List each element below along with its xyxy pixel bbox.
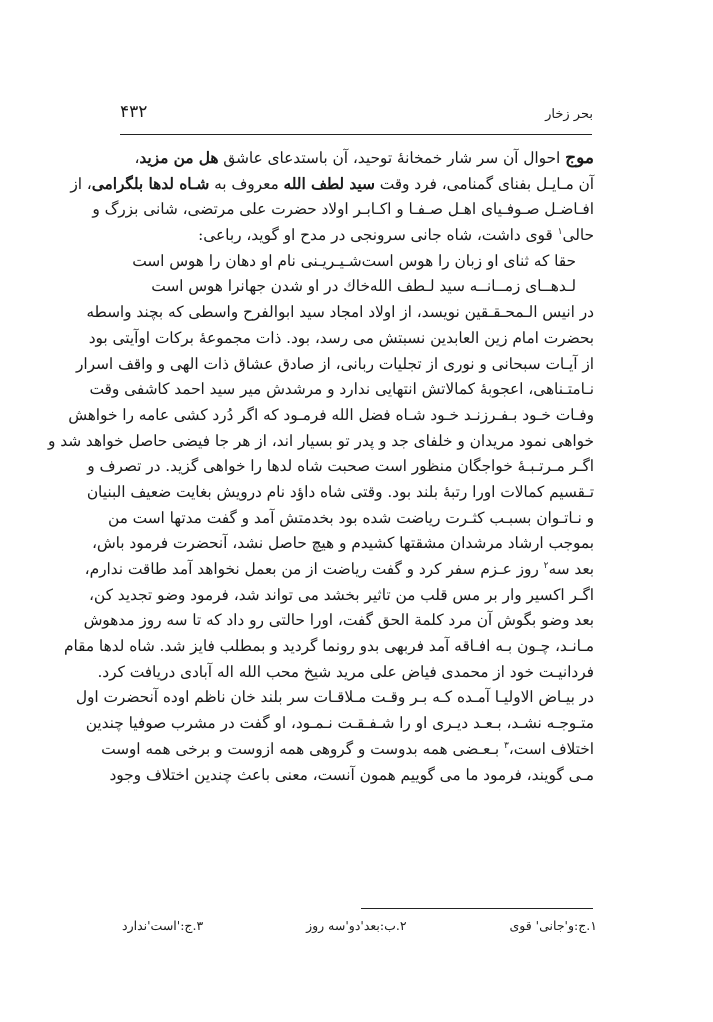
footnote-marker: ۳ <box>503 740 509 751</box>
text-line: بموجب ارشاد مرشدان مشقتها کشیدم و هیچ حاصل نشد، آنحضرت فرمود باش، <box>92 534 594 553</box>
verse-line <box>118 249 594 275</box>
text-line: و نـاتـوان بسبـب کثـرت ریاضت شده بود بخدمتش آمد و گفت مدتها است من <box>107 508 594 527</box>
text-span: معروف به <box>209 174 284 193</box>
bold-phrase: هل من مزید <box>139 149 219 167</box>
text-line: نـامتـناهی، اعجوبهٔ کمالاتش انتهایی ندارد و مرشدش میر سید احمد کاشفی وقت <box>89 380 594 399</box>
text-line <box>118 223 594 249</box>
footnote-marker: ۱ <box>557 226 563 237</box>
text-line: متـوجـه نشـد، بـعـد دیـری او را شـفـقـت نـمـود، او گفت در مشرب صوفیا چندین <box>85 714 594 733</box>
text-line: وفـات خـود بـفـرزنـد خـود شـاه فضل الله فرمـود که اگر دُرد کشی عامه را خواهش <box>68 405 594 424</box>
text-span: قوی داشت، شاه جانی سرونجی در مدح او گوید، رباعی: <box>198 226 558 245</box>
footnotes <box>120 918 599 933</box>
text-line: اگـر اکسیر وار بر مس قلب من تاثیر بخشد می تواند شد، فرمود وضو تجدید کن، <box>89 585 594 604</box>
text-span: ، <box>134 149 140 167</box>
text-line: در انیس الـمحـقـقین نویسد، از اولاد امجاد سید ابوالفرح واسطی که بچند واسطه <box>86 303 594 322</box>
text-line: مـانـد، چـون بـه افـاقه آمد فربهی بدو رونما گردید و بمطلب فایز شد. شاه لدها مقام <box>64 637 594 656</box>
footnote-marker: ۲ <box>543 560 549 571</box>
text-span: حالی <box>562 226 594 245</box>
text-span: بـعـضی همه بدوست و گروهی همه ازوست و برخی همه اوست <box>101 739 504 758</box>
bold-name: شـاه لدها بلگرامی <box>91 174 210 193</box>
header-rule <box>120 134 592 135</box>
main-text <box>47 146 594 788</box>
text-line: از آیـات سبحانی و نوری از تجلیات ربانی، از صادق عشاق ذات الهی و واقف اسرار <box>75 354 594 373</box>
text-span: اختلاف است، <box>508 739 594 758</box>
running-title: بحر زخار <box>545 107 593 122</box>
footnote-3: ۳.ج:'است'ندارد <box>122 918 204 933</box>
bold-name: سید لطف الله <box>283 174 375 193</box>
text-line: بعد وضو بگوش آن مرد کلمة الحق گفت، اورا حالتی رو داد که تا سه روز مدهوش <box>83 611 594 630</box>
verse-line <box>118 274 594 300</box>
text-line: در بیـاض الاولیـا آمـده کـه بـر وقـت مـلاقـات سر بلند خان ناظم اوده آنحضرت اول <box>75 688 594 707</box>
text-line: بحضرت امام زین العابدین نسبتش می رسد، بود. ذات مجموعهٔ برکات اوآیتی بود <box>88 328 594 347</box>
text-line <box>101 737 594 763</box>
text-line <box>70 172 594 198</box>
text-span: احوال آن سر شار خمخانهٔ توحید، آن باستدعای عاشق <box>218 149 566 167</box>
text-line: خواهی نمود مریدان و خلفای جد و پدر تو بسیار اند، از هر جا فیضی حاصل خواهد شد و <box>47 431 594 450</box>
text-line: تـقسیم کمالات اورا رتبهٔ بلند بود. وقتی شاه داؤد نام درویش بغایت ضعیف البنیان <box>86 482 594 501</box>
text-line: فردانیـت خود از محمدی فیاض علی مرید شیخ محب الله اله آبادی دریافت کرد. <box>97 662 594 681</box>
text-span: ، از <box>70 174 92 193</box>
footnote-2: ۲.ب:بعد'دو'سه روز <box>306 918 407 933</box>
footnote-1: ۱.ج:و'جانی' قوی <box>509 918 597 933</box>
text-line: اگـر مـرتـبـهٔ خواجگان منظور است صحبت شاه لدها را خواهی گزید. در تصرف و <box>87 457 594 476</box>
text-span: روز عـزم سفر کرد و گفت ریاضت از من بعمل نخواهد آمد طاقت ندارم، <box>84 560 544 578</box>
entry-lead-word: موج <box>565 148 594 168</box>
verse-hemistich-left: خاك در او شدن جهانرا هوس است <box>151 277 370 296</box>
text-span: آن مـایـل بفنای گمنامی، فرد وقت <box>374 174 594 193</box>
text-line <box>118 146 594 172</box>
text-line: مـی گویند، فرمود ما می گوییم همون آنست، معنی باعث چندین اختلاف وجود <box>109 765 594 784</box>
verse-hemistich-right: حقا که ثنای او زبان را هوس است <box>361 251 576 270</box>
page-number: ۴۳۲ <box>120 102 148 122</box>
verse-hemistich-right: لـدهــای زمــانــه سید لـطف الله <box>369 277 576 296</box>
text-line <box>84 557 594 583</box>
verse-hemistich-left: شـیـریـنی نام او دهان را هوس است <box>132 251 362 270</box>
footnote-rule <box>361 908 593 909</box>
text-line: افـاضـل صـوفـیای اهـل صـفـا و اکـابـر اولاد حضرت علی مرتضی، شانی بزرگ و <box>92 200 594 219</box>
text-span: بعد سه <box>548 560 594 578</box>
